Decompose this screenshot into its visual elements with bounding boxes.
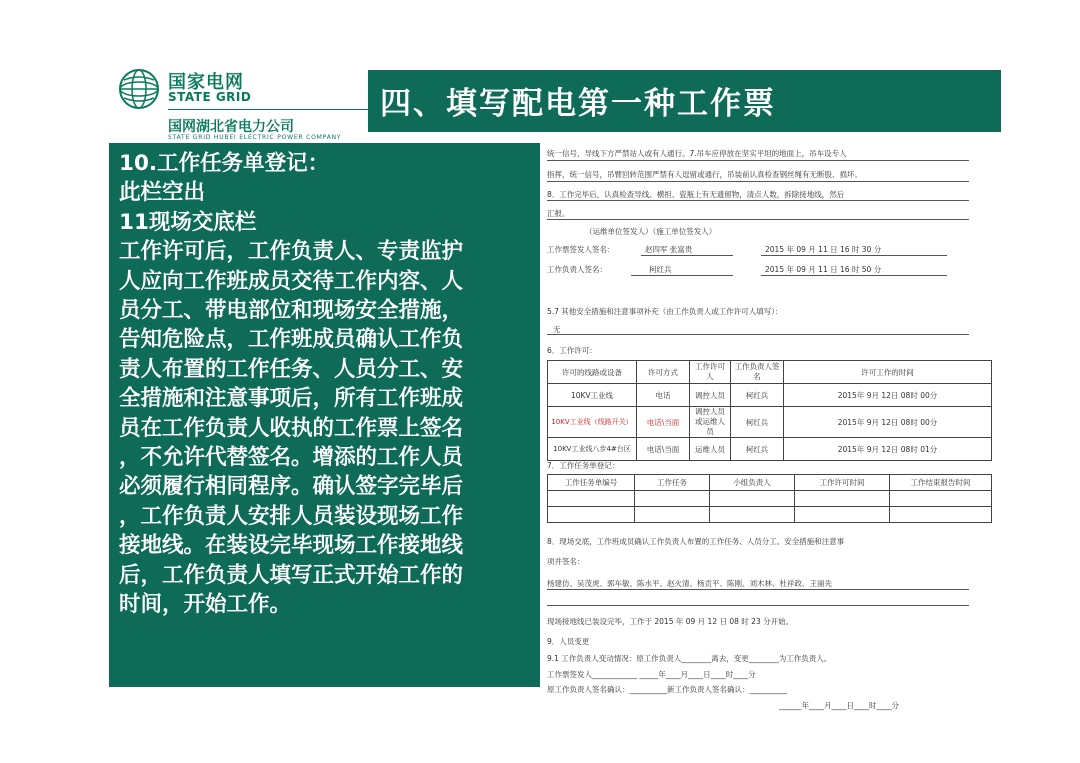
underline <box>641 255 733 256</box>
left-line: 11现场交底栏 <box>119 209 257 235</box>
logo-en-text: STATE GRID <box>168 90 252 104</box>
table-cell: 电话\当面 <box>637 438 690 461</box>
issuer-time: 2015 年 09 月 11 日 16 时 30 分 <box>765 245 882 254</box>
table-cell: 柯红兵 <box>731 438 784 461</box>
section-6-title: 6．工作许可： <box>547 346 597 355</box>
left-line: 员在工作负责人收执的工作票上签名 <box>119 415 464 441</box>
left-line: 时间，开始工作。 <box>119 592 292 618</box>
table-header-cell: 工作许可时间 <box>795 475 890 491</box>
table-cell: 柯红兵 <box>731 384 784 407</box>
table-header-cell: 小组负责人 <box>710 475 795 491</box>
table-header-row <box>548 361 992 384</box>
section-9-1-confirm: 原工作负责人签名确认：__________新工作负责人签名确认：__________ <box>547 685 787 694</box>
permit-table <box>547 360 992 461</box>
globe-logo-icon <box>118 68 160 110</box>
underline <box>547 605 969 606</box>
leader-time: 2015 年 09 月 11 日 16 时 50 分 <box>765 265 882 274</box>
underline <box>761 275 947 276</box>
crew-signatures: 杨建仿、吴茂虎、郭车敏、陈水平、赵火清、杨贡平、陈刚、刘木林、杜祥政、王丽先 <box>547 579 832 588</box>
left-line: 告知危险点，工作班成员确认工作负 <box>119 327 464 353</box>
underline <box>547 160 969 161</box>
doc-top-line: 指挥，统一信号，吊臂回转范围严禁有人逗留或通行，吊装前认真检查钢丝绳有无断股、损坏。 <box>547 170 862 179</box>
section-9-1-time: ______年____月____日____时____分 <box>779 701 899 710</box>
section-8-line: 项并签名： <box>547 557 585 566</box>
table-cell: 运维人员 <box>690 438 731 461</box>
logo-divider <box>168 109 402 110</box>
table-cell: 2015年 9月 12日 08时 01分 <box>784 438 992 461</box>
table-header-cell: 许可方式 <box>637 361 690 384</box>
section-9-1-line: 9.1 工作负责人变动情况：原工作负责人________离去，变更________为工作负责人。 <box>547 654 832 663</box>
table-header-cell: 工作任务单编号 <box>548 475 635 491</box>
company-name-en: STATE GRID HUBEI ELECTRIC POWER COMPANY <box>168 134 342 141</box>
table-header-cell: 工作许可人 <box>690 361 731 384</box>
ground-wire-line: 现场接地线已装设完毕，工作于 2015 年 09 月 12 日 08 时 23 分开始。 <box>547 617 794 626</box>
section-5-7-value: 无 <box>553 325 561 334</box>
leader-value: 柯红兵 <box>649 265 672 274</box>
logo-cn-text: 国家电网 <box>168 72 244 93</box>
task-table <box>547 474 992 523</box>
doc-top-line: 汇报。 <box>547 209 570 218</box>
table-cell-highlight: 10KV工业线（线路开关） <box>548 407 637 438</box>
section-8-line: 8．现场交底，工作班成员确认工作负责人布置的工作任务、人员分工、安全措施和注意事 <box>547 537 845 546</box>
left-line: 责人布置的工作任务、人员分工、安 <box>119 356 464 382</box>
table-cell-highlight: 电话\当面 <box>637 407 690 438</box>
table-header-cell: 许可工作的时间 <box>784 361 992 384</box>
table-row <box>548 507 992 523</box>
section-9-title: 9．人员变更 <box>547 637 590 646</box>
table-row <box>548 384 992 407</box>
section-9-1-issuer: 工作票签发人____________ _____年____月____日____时____分 <box>547 670 756 679</box>
table-cell: 2015年 9月 12日 08时 00分 <box>784 407 992 438</box>
page-title: 四、填写配电第一种工作票 <box>380 86 776 122</box>
table-cell: 柯红兵 <box>731 407 784 438</box>
underline <box>761 255 947 256</box>
left-line: ，不允许代替签名。增添的工作人员 <box>119 445 464 471</box>
left-text-panel <box>109 143 540 687</box>
doc-top-line: 8．工作完毕后，认真检查导线、横担、瓷瓶上有无遗留物，清点人数，拆除接地线，然后 <box>547 190 845 199</box>
underline <box>547 200 969 201</box>
table-cell: 电话 <box>637 384 690 407</box>
underline <box>547 334 969 335</box>
section-5-7-title: 5.7 其他安全措施和注意事项补充（由工作负责人或工作许可人填写）： <box>547 307 783 316</box>
left-line: 必须履行相同程序。确认签字完毕后 <box>119 474 464 500</box>
underline <box>547 589 969 590</box>
leader-label: 工作负责人签名： <box>547 265 607 274</box>
left-line: 工作许可后，工作负责人、专责监护 <box>119 239 464 265</box>
underline <box>547 181 969 182</box>
table-cell: 2015年 9月 12日 08时 00分 <box>784 384 992 407</box>
left-line: 10.工作任务单登记： <box>119 151 330 176</box>
left-line: ，工作负责人安排人员装设现场工作 <box>119 503 464 529</box>
left-line: 员分工、带电部位和现场安全措施， <box>119 298 464 324</box>
left-line: 后，工作负责人填写正式开始工作的 <box>119 562 464 588</box>
table-row <box>548 491 992 507</box>
doc-top-line: 统一信号，导线下方严禁站人或有人通行。7.吊车应停放在坚实平坦的地面上，吊车设专人 <box>547 149 847 158</box>
company-name: 国网湖北省电力公司 <box>168 119 294 135</box>
table-cell: 调控人员或运维人员 <box>690 407 731 438</box>
table-row <box>548 407 992 438</box>
table-header-cell: 工作结束报告时间 <box>890 475 992 491</box>
table-cell: 10KV工业线 <box>548 384 637 407</box>
underline <box>547 219 969 220</box>
issuer-label: 工作票签发人签名： <box>547 245 615 254</box>
table-header-cell: 许可的线路或设备 <box>548 361 637 384</box>
table-cell: 调控人员 <box>690 384 731 407</box>
table-header-cell: 工作任务 <box>635 475 710 491</box>
left-line: 此栏空出 <box>119 180 206 206</box>
left-line: 接地线。在装设完毕现场工作接地线 <box>119 533 464 559</box>
left-line: 全措施和注意事项后，所有工作班成 <box>119 386 464 412</box>
section-7-title: 7．工作任务单登记： <box>547 461 620 470</box>
issuer-value: 赵四军 张富贵 <box>645 245 693 254</box>
table-cell: 10KV工业线八步4#台区 <box>548 438 637 461</box>
table-header-row <box>548 475 992 491</box>
title-bar <box>368 70 1001 132</box>
left-text-body <box>119 149 535 620</box>
sign-header: （运维单位签发人）（施工单位签发人） <box>585 227 717 236</box>
state-grid-logo <box>118 66 358 146</box>
table-header-cell: 工作负责人签名 <box>731 361 784 384</box>
left-line: 人应向工作班成员交待工作内容、人 <box>119 268 464 294</box>
table-row <box>548 438 992 461</box>
underline <box>631 275 733 276</box>
